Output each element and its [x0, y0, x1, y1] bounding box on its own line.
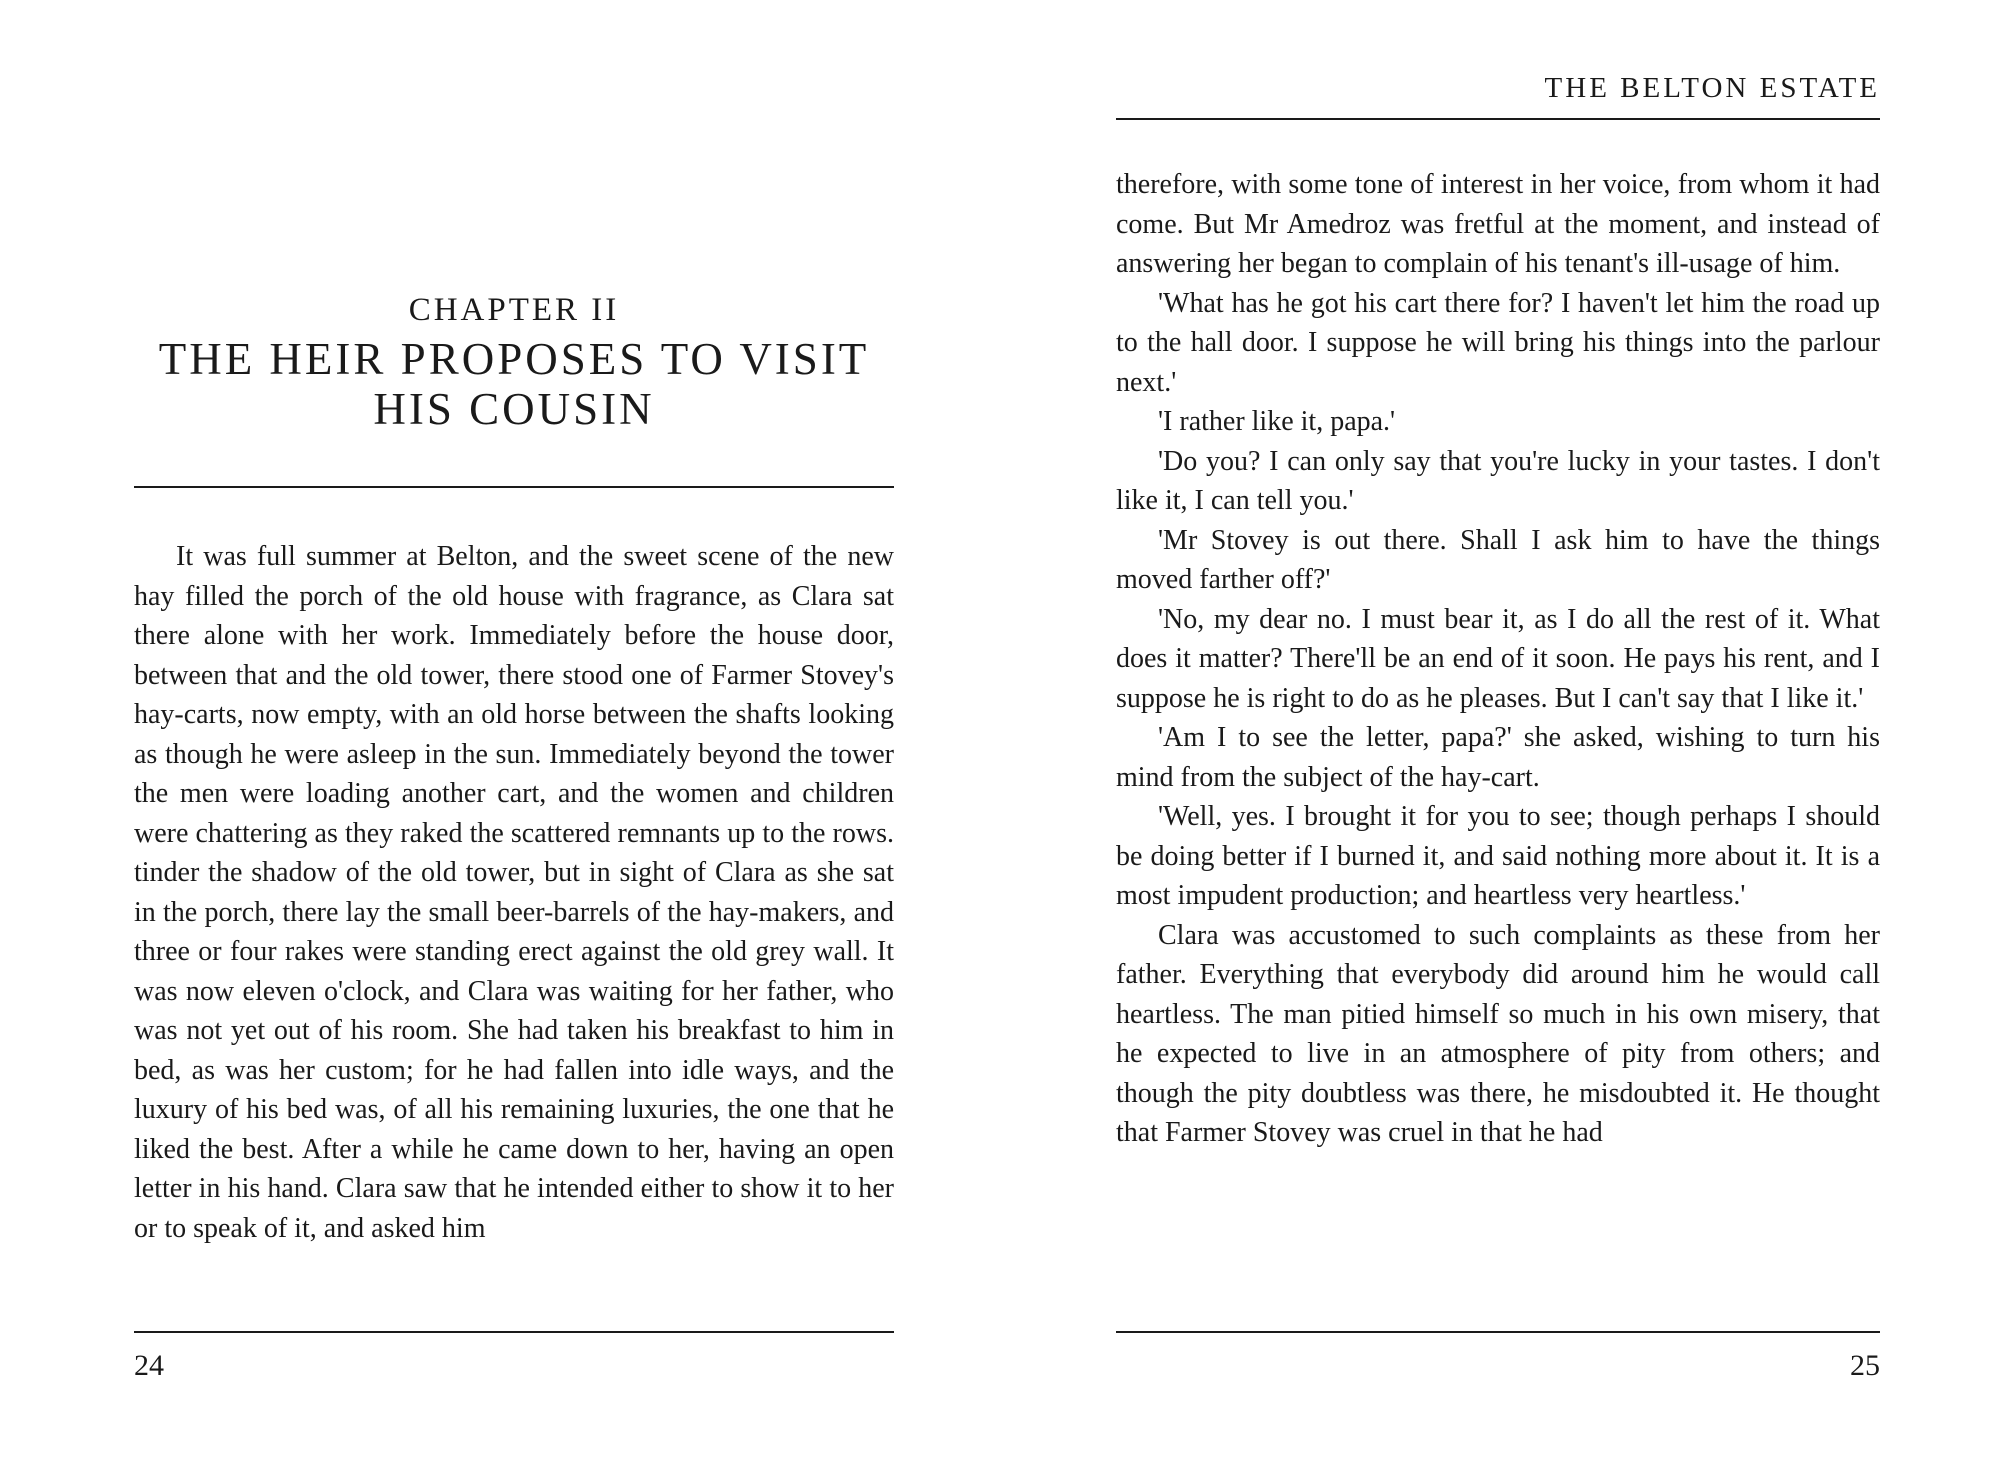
chapter-divider	[134, 486, 894, 488]
running-head: THE BELTON ESTATE	[1544, 72, 1880, 104]
right-page	[1000, 0, 2000, 1467]
paragraph: 'I rather like it, papa.'	[1158, 406, 1396, 437]
left-body-text	[134, 537, 894, 1248]
paragraph: 'No, my dear no. I must bear it, as I do all the rest of it. What does it matter? There'll be an end of it soon. He pays his rent, and I suppose he is right to do as he pleases. But I can't say that I like it.'	[1116, 603, 1880, 714]
paragraph: 'Am I to see the letter, papa?' she asked, wishing to turn his mind from the subject of the hay-cart.	[1116, 722, 1880, 793]
paragraph: 'Mr Stovey is out there. Shall I ask him to have the things moved farther off?'	[1116, 524, 1880, 595]
paragraph: 'Do you? I can only say that you're lucky in your tastes. I don't like it, I can tell you.'	[1116, 445, 1880, 516]
header-divider	[1116, 118, 1880, 120]
paragraph: 'Well, yes. I brought it for you to see; though perhaps I should be doing better if I burned it, and said nothing more about it. It is a most impudent production; and heartless very heartless.'	[1116, 801, 1880, 911]
right-page-number: 25	[1850, 1349, 1880, 1382]
chapter-heading	[134, 290, 894, 434]
paragraph: Clara was accustomed to such complaints as these from her father. Everything that everybody did around him he would call heartless. The man pitied himself so much in his own misery, that he expected to live in an atmosphere of pity from others; and though the pity doubtless was there, he misdoubted it. He thought that Farmer Stovey was cruel in that he had	[1116, 919, 1880, 1148]
left-page-number: 24	[134, 1349, 164, 1382]
right-body-text	[1116, 165, 1880, 1153]
paragraph: therefore, with some tone of interest in her voice, from whom it had come. But Mr Amedroz was fretful at the moment, and instead of answering her began to complain of his tenant's ill-usage of him.	[1116, 169, 1880, 279]
chapter-number: CHAPTER II	[408, 292, 620, 328]
right-footer-divider	[1116, 1331, 1880, 1333]
paragraph: It was full summer at Belton, and the sweet scene of the new hay filled the porch of the old house with fragrance, as Clara sat there alone with her work. Immediately before the house door, between that and the old tower, there stood one of Farmer Stovey's hay-carts, now empty, with an old horse between the shafts looking as though he were asleep in the sun. Immediately beyond the tower the men were loading another cart, and the women and children were chattering as they raked the scattered remnants up to the rows. tinder the shadow of the old tower, but in sight of Clara as she sat in the porch, there lay the small beer-barrels of the hay-makers, and three or four rakes were standing erect against the old grey wall. It was now eleven o'clock, and Clara was waiting for her father, who was not yet out of his room. She had taken his breakfast to him in bed, as was her custom; for he had fallen into idle ways, and the luxury of his bed was, of all his remaining luxuries, the one that he liked the best. After a while he came down to her, having an open letter in his hand. Clara saw that he intended either to show it to her or to speak of it, and asked him	[134, 541, 894, 1244]
chapter-title: THE HEIR PROPOSES TO VISIT HIS COUSIN	[158, 334, 870, 434]
left-footer-divider	[134, 1331, 894, 1333]
paragraph: 'What has he got his cart there for? I haven't let him the road up to the hall door. I suppose he will bring his things into the parlour next.'	[1116, 287, 1880, 398]
